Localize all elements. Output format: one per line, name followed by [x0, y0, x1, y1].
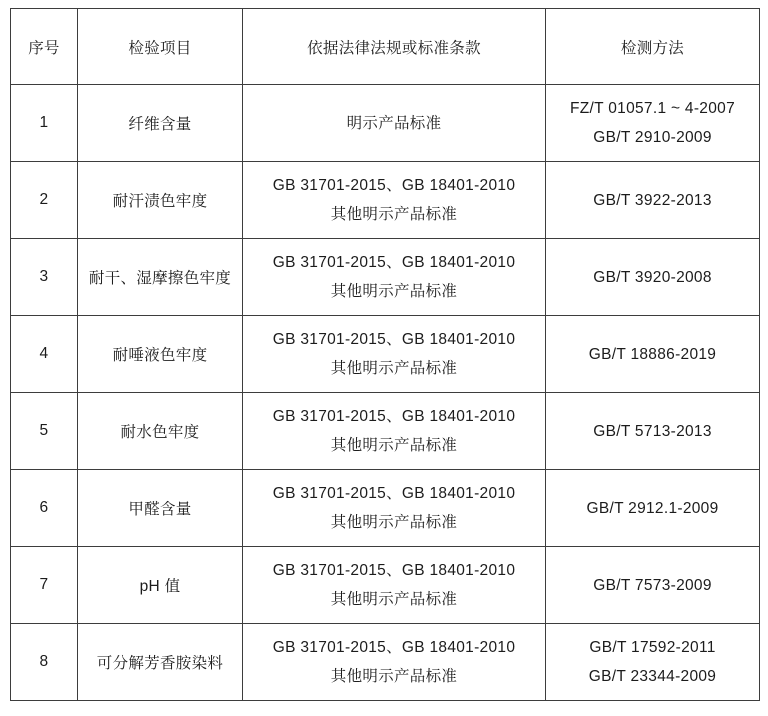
- cell-item: 耐水色牢度: [78, 393, 243, 470]
- cell-seq: 5: [11, 393, 78, 470]
- method-line: GB/T 2910-2009: [593, 129, 712, 146]
- basis-line: GB 31701-2015、GB 18401-2010: [272, 331, 516, 348]
- table-row: [11, 85, 760, 162]
- cell-seq: 8: [11, 624, 78, 701]
- table-body: [11, 85, 760, 701]
- cell-item: 耐唾液色牢度: [78, 316, 243, 393]
- cell-method: [546, 316, 760, 393]
- col-header-basis: 依据法律法规或标准条款: [243, 9, 546, 85]
- cell-method: [546, 85, 760, 162]
- col-header-seq: 序号: [11, 9, 78, 85]
- basis-line: 其他明示产品标准: [330, 360, 458, 377]
- cell-item: 可分解芳香胺染料: [78, 624, 243, 701]
- basis-line: 其他明示产品标准: [330, 591, 458, 608]
- cell-method: [546, 162, 760, 239]
- cell-method: [546, 470, 760, 547]
- cell-method: [546, 547, 760, 624]
- cell-basis: [243, 85, 546, 162]
- method-line: GB/T 3920-2008: [593, 268, 712, 286]
- basis-line: GB 31701-2015、GB 18401-2010: [272, 485, 516, 502]
- basis-line: GB 31701-2015、GB 18401-2010: [272, 254, 516, 271]
- method-line: FZ/T 01057.1 ~ 4-2007: [570, 100, 735, 117]
- cell-seq: 4: [11, 316, 78, 393]
- cell-item: 耐干、湿摩擦色牢度: [78, 239, 243, 316]
- cell-seq: 6: [11, 470, 78, 547]
- basis-line: GB 31701-2015、GB 18401-2010: [272, 562, 516, 579]
- basis-line: 其他明示产品标准: [330, 668, 458, 685]
- method-line: GB/T 3922-2013: [593, 191, 712, 209]
- table-row: [11, 547, 760, 624]
- basis-line: GB 31701-2015、GB 18401-2010: [272, 639, 516, 656]
- table-row: [11, 316, 760, 393]
- cell-basis: [243, 162, 546, 239]
- cell-basis: [243, 316, 546, 393]
- method-line: GB/T 5713-2013: [593, 422, 712, 440]
- table-row: [11, 470, 760, 547]
- cell-method: [546, 393, 760, 470]
- cell-seq: 7: [11, 547, 78, 624]
- cell-item: pH 值: [78, 547, 243, 624]
- basis-line: 其他明示产品标准: [330, 514, 458, 531]
- cell-seq: 2: [11, 162, 78, 239]
- cell-basis: [243, 547, 546, 624]
- method-line: GB/T 7573-2009: [593, 576, 712, 594]
- basis-line: GB 31701-2015、GB 18401-2010: [272, 408, 516, 425]
- method-line: GB/T 23344-2009: [588, 668, 717, 685]
- cell-basis: [243, 239, 546, 316]
- table-header: [11, 9, 760, 85]
- basis-line: 其他明示产品标准: [330, 283, 458, 300]
- cell-item: 纤维含量: [78, 85, 243, 162]
- basis-line: GB 31701-2015、GB 18401-2010: [272, 177, 516, 194]
- cell-basis: [243, 624, 546, 701]
- cell-item: 耐汗渍色牢度: [78, 162, 243, 239]
- table-row: [11, 239, 760, 316]
- table-row: [11, 624, 760, 701]
- basis-line: 明示产品标准: [346, 114, 442, 132]
- method-line: GB/T 18886-2019: [588, 345, 717, 363]
- basis-line: 其他明示产品标准: [330, 437, 458, 454]
- cell-item: 甲醛含量: [78, 470, 243, 547]
- method-line: GB/T 2912.1-2009: [586, 499, 719, 517]
- col-header-method: 检测方法: [546, 9, 760, 85]
- method-line: GB/T 17592-2011: [589, 639, 716, 656]
- cell-seq: 1: [11, 85, 78, 162]
- table-row: [11, 162, 760, 239]
- basis-line: 其他明示产品标准: [330, 206, 458, 223]
- header-row: [11, 9, 760, 85]
- cell-seq: 3: [11, 239, 78, 316]
- cell-method: [546, 239, 760, 316]
- table-row: [11, 393, 760, 470]
- cell-method: [546, 624, 760, 701]
- col-header-item: 检验项目: [78, 9, 243, 85]
- cell-basis: [243, 470, 546, 547]
- cell-basis: [243, 393, 546, 470]
- inspection-items-table: [10, 8, 760, 701]
